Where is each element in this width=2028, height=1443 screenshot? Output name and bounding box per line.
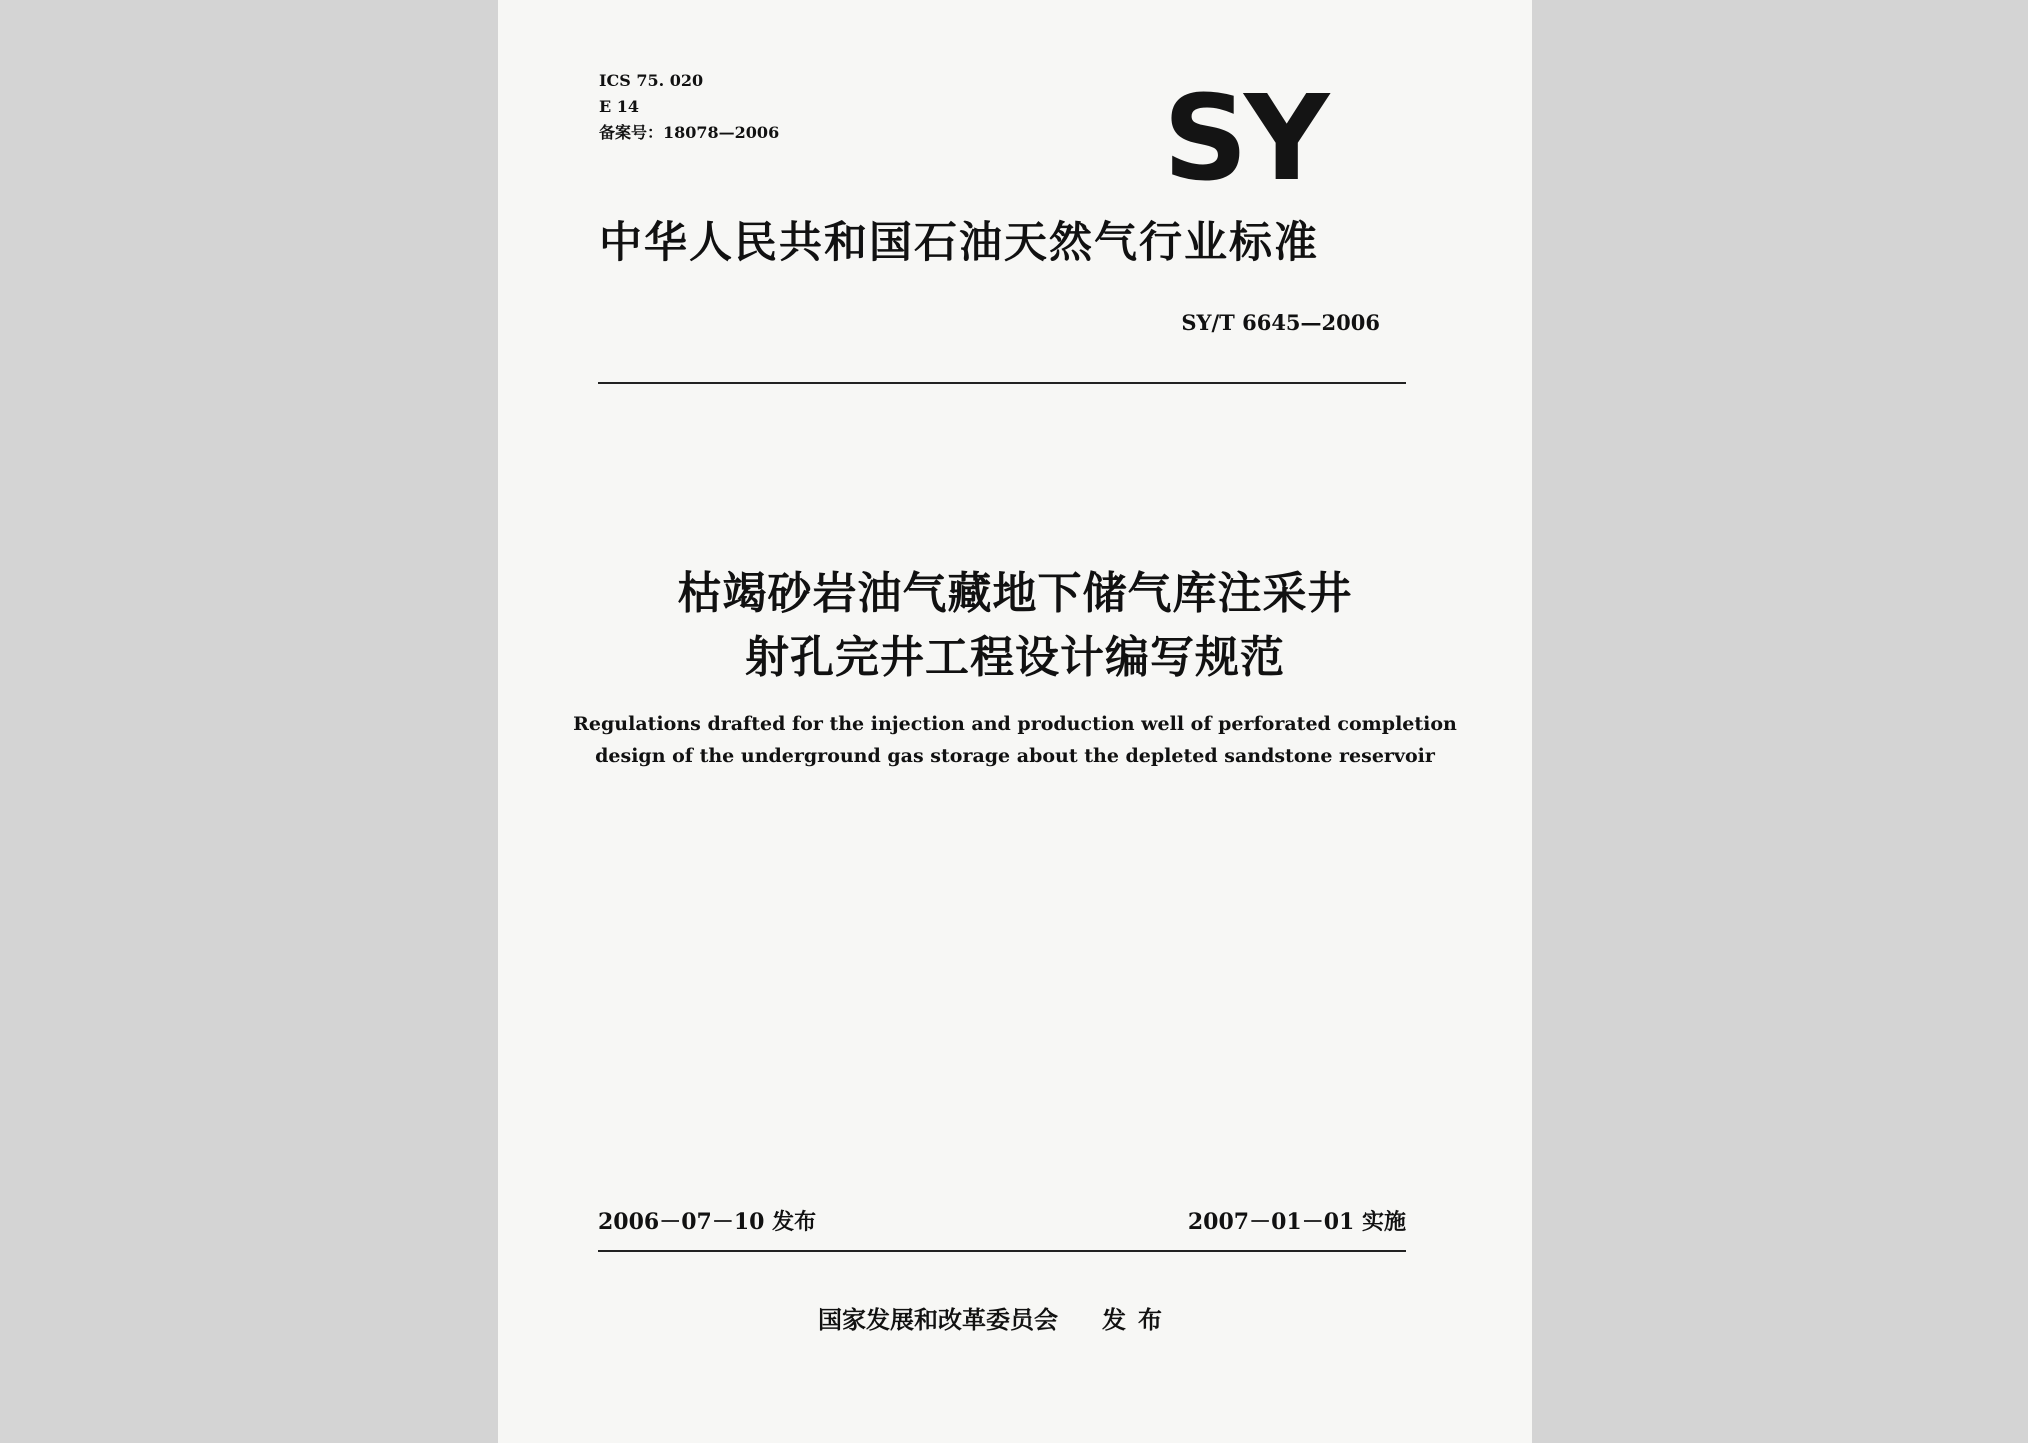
title-en-line-1: Regulations drafted for the injection and production well of perforated completion xyxy=(573,713,1457,735)
document-page xyxy=(498,0,1532,1443)
ics-code: ICS 75. 020 xyxy=(599,71,704,90)
issue-date: 2006－07－10 发布 xyxy=(598,1209,817,1235)
implementation-date: 2007－01－01 实施 xyxy=(1187,1209,1406,1235)
title-cn-line-1: 枯竭砂岩油气藏地下储气库注采井 xyxy=(677,568,1353,619)
publisher-name: 国家发展和改革委员会 xyxy=(818,1306,1058,1334)
record-number: 备案号：18078—2006 xyxy=(599,123,780,142)
title-en-line-2: design of the underground gas storage about the depleted sandstone reservoir xyxy=(595,745,1435,767)
sy-logo: SY xyxy=(1163,69,1326,207)
standard-number: SY/T 6645—2006 xyxy=(1181,310,1380,335)
industry-standard-heading: 中华人民共和国石油天然气行业标准 xyxy=(599,218,1319,268)
top-divider xyxy=(598,382,1406,384)
title-cn-line-2: 射孔完井工程设计编写规范 xyxy=(745,632,1285,683)
classification-code: E 14 xyxy=(599,97,640,116)
bottom-divider xyxy=(598,1250,1406,1252)
publisher-line xyxy=(818,1300,1174,1335)
publisher-action: 发布 xyxy=(1102,1306,1174,1334)
